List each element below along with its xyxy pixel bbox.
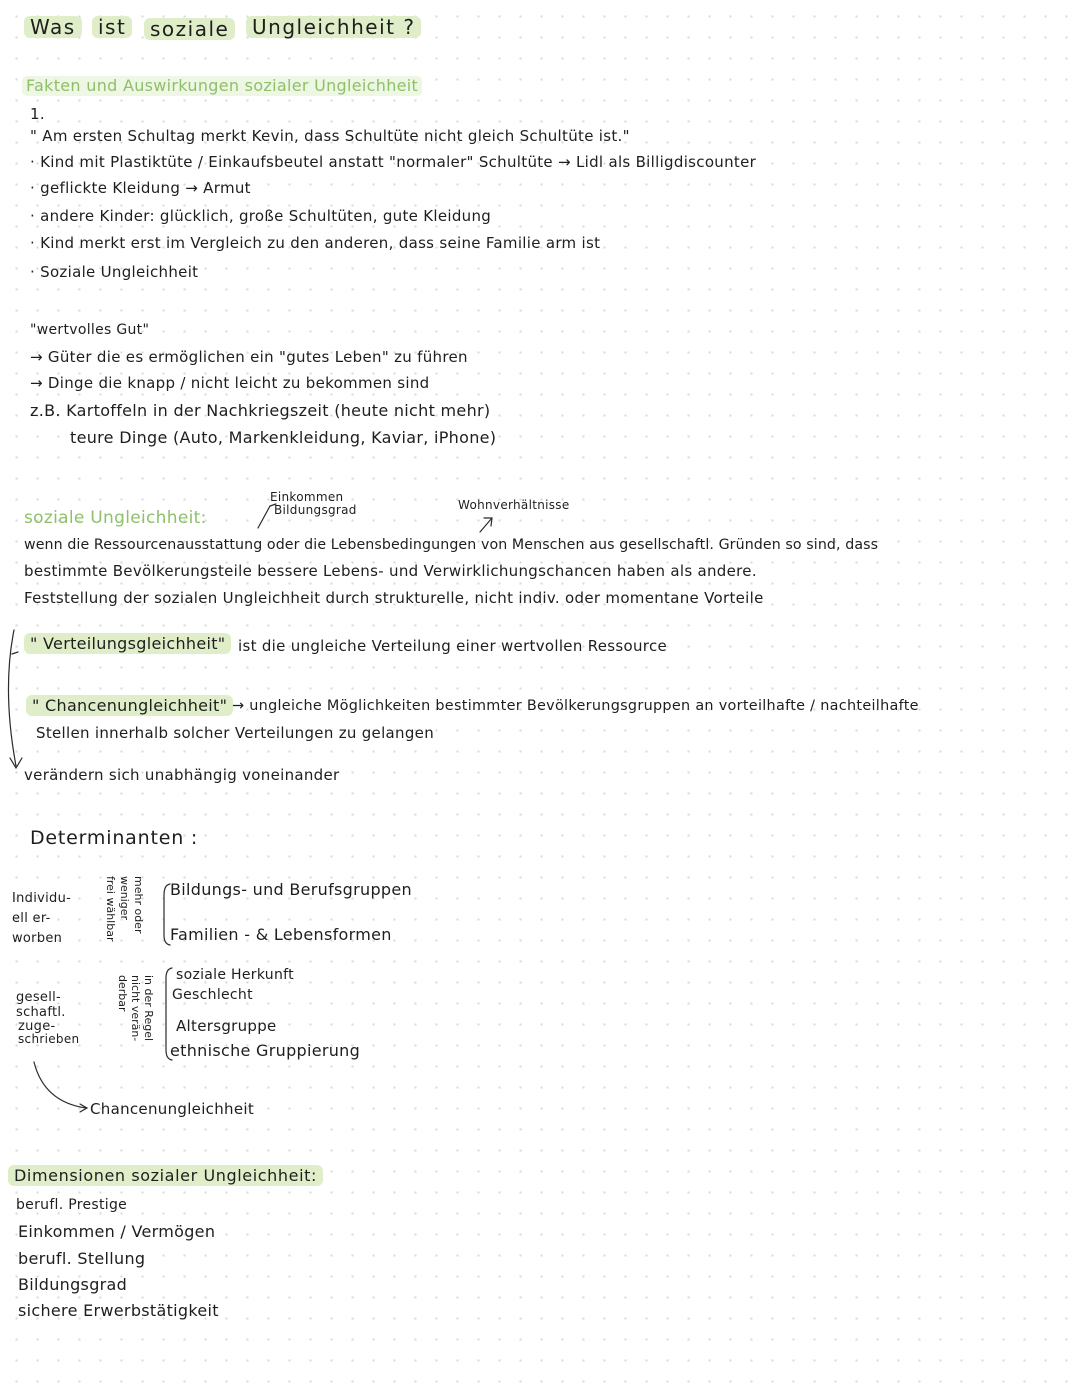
def-line-1: wenn die Ressourcenausstattung oder die Lebensbedingungen von Menschen aus gesellschaftl. Gründen so sind, dass bbox=[24, 537, 879, 553]
det-heading: Determinanten : bbox=[30, 827, 199, 849]
det-vert-2c: derbar bbox=[116, 975, 129, 1012]
def-line-2: bestimmte Bevölkerungsteile bessere Lebens- und Verwirklichungschancen haben als andere. bbox=[24, 562, 757, 580]
annotation-arrow-wohnverhaeltnisse bbox=[480, 518, 492, 532]
det-result: Chancenungleichheit bbox=[90, 1100, 254, 1118]
gut-line-4: teure Dinge (Auto, Markenkleidung, Kaviar, iPhone) bbox=[70, 428, 497, 447]
def-annotation-bildungsgrad: Bildungsgrad bbox=[274, 503, 357, 517]
gut-line-3: z.B. Kartoffeln in der Nachkriegszeit (heute nicht mehr) bbox=[30, 401, 491, 420]
def-annotation-wohnverhaeltnisse: Wohnverhältnisse bbox=[458, 498, 570, 512]
def-annotation-einkommen: Einkommen bbox=[270, 490, 344, 504]
verteilung-term: " Verteilungsgleichheit" bbox=[24, 633, 231, 654]
facts-bullet-3: · andere Kinder: glücklich, große Schultüten, gute Kleidung bbox=[30, 207, 492, 225]
verteilung-chancen-connector bbox=[8, 630, 16, 766]
title-word-was: Was bbox=[24, 16, 82, 38]
def-line-3: Feststellung der sozialen Ungleichheit durch strukturelle, nicht indiv. oder momentane Vorteile bbox=[24, 589, 764, 607]
dim-item-4: Bildungsgrad bbox=[18, 1275, 128, 1294]
det-gesell-4: schrieben bbox=[18, 1032, 80, 1046]
facts-bullet-4: · Kind merkt erst im Vergleich zu den anderen, dass seine Familie arm ist bbox=[30, 234, 601, 252]
verteilung-text: ist die ungleiche Verteilung einer wertvollen Ressource bbox=[238, 637, 668, 655]
det-ges-item-4: ethnische Gruppierung bbox=[170, 1041, 361, 1060]
chancen-text: → ungleiche Möglichkeiten bestimmter Bevölkerungsgruppen an vorteilhafte / nachteilhafte bbox=[232, 698, 919, 714]
facts-quote: " Am ersten Schultag merkt Kevin, dass Schultüte nicht gleich Schultüte ist." bbox=[30, 127, 630, 145]
chancen-term: " Chancenungleichheit" bbox=[26, 695, 233, 716]
det-ges-item-3: Altersgruppe bbox=[176, 1017, 277, 1035]
det-gesell-2: schaftl. bbox=[16, 1005, 66, 1020]
title-word-soziale: soziale bbox=[144, 18, 235, 40]
annotation-line-einkommen bbox=[258, 506, 270, 528]
det-gesell-1: gesell- bbox=[16, 990, 62, 1005]
facts-bullet-5: · Soziale Ungleichheit bbox=[30, 263, 199, 281]
facts-number: 1. bbox=[30, 105, 45, 123]
det-individuell-2: ell er- bbox=[12, 911, 51, 926]
dim-item-3: berufl. Stellung bbox=[18, 1249, 146, 1268]
det-ind-item-1: Bildungs- und Berufsgruppen bbox=[170, 880, 412, 899]
chancen-line-3: verändern sich unabhängig voneinander bbox=[24, 766, 340, 784]
det-individuell-3: worben bbox=[12, 931, 63, 946]
def-term: soziale Ungleichheit: bbox=[24, 508, 207, 528]
facts-bullet-2: · geflickte Kleidung → Armut bbox=[30, 179, 251, 197]
chancen-arrow bbox=[34, 1062, 86, 1108]
dim-item-5: sichere Erwerbstätigkeit bbox=[18, 1301, 219, 1320]
dim-heading: Dimensionen sozialer Ungleichheit: bbox=[8, 1165, 323, 1186]
title-word-ist: ist bbox=[92, 16, 132, 38]
det-gesell-3: zuge- bbox=[18, 1019, 56, 1034]
det-vert-2a: in der Regel bbox=[142, 975, 155, 1042]
det-vert-1b: weniger bbox=[118, 876, 131, 921]
det-individuell-1: Individu- bbox=[12, 891, 72, 906]
dim-item-2: Einkommen / Vermögen bbox=[18, 1222, 216, 1241]
chancen-line-2: Stellen innerhalb solcher Verteilungen zu gelangen bbox=[36, 724, 435, 742]
det-vert-2b: nicht verän- bbox=[129, 975, 142, 1042]
det-ges-item-1: soziale Herkunft bbox=[176, 967, 294, 983]
det-vert-1a: mehr oder bbox=[132, 876, 145, 934]
det-ind-item-2: Familien - & Lebensformen bbox=[170, 925, 392, 944]
dim-item-1: berufl. Prestige bbox=[16, 1197, 128, 1213]
det-ges-item-2: Geschlecht bbox=[172, 987, 253, 1003]
det-vert-1c: frei wählbar bbox=[104, 876, 117, 942]
gut-line-2: → Dinge die knapp / nicht leicht zu bekommen sind bbox=[30, 374, 430, 392]
gut-line-1: → Güter die es ermöglichen ein "gutes Leben" zu führen bbox=[30, 348, 468, 366]
facts-bullet-1: · Kind mit Plastiktüte / Einkaufsbeutel anstatt "normaler" Schultüte → Lidl als Billigdiscounter bbox=[30, 153, 757, 171]
facts-heading: Fakten und Auswirkungen sozialer Ungleichheit bbox=[22, 76, 422, 96]
title-word-ungleichheit: Ungleichheit ? bbox=[246, 16, 421, 38]
gut-title: "wertvolles Gut" bbox=[30, 322, 150, 338]
